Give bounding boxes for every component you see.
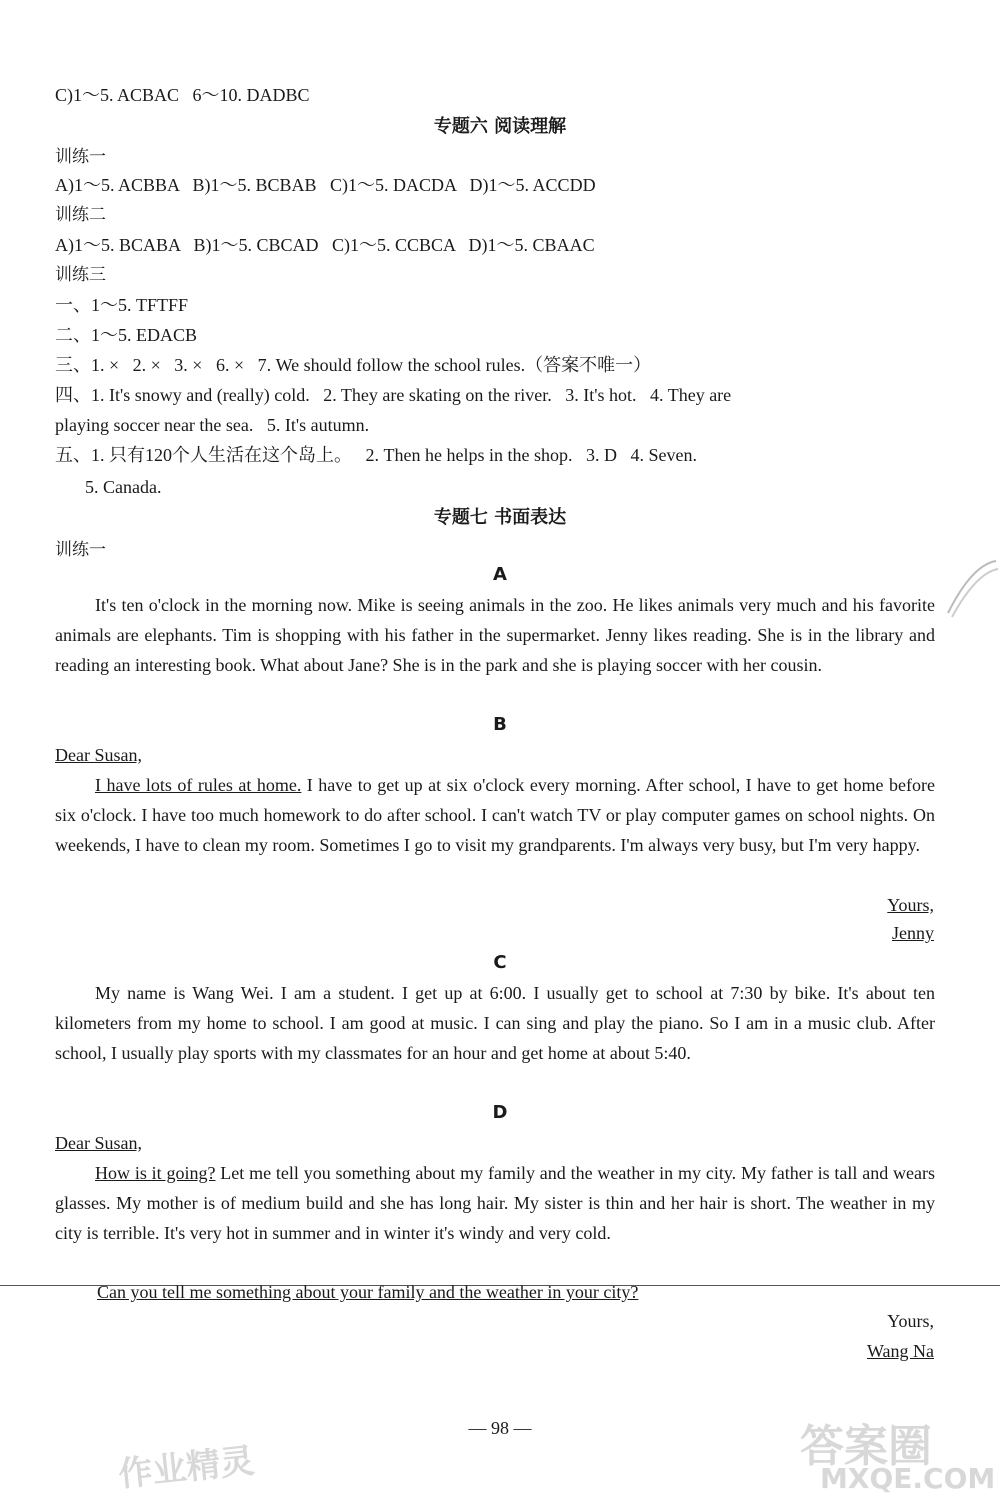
essay-b-signature: Jenny — [892, 923, 934, 943]
training-3-part-4-line-2: playing soccer near the sea. 5. It's autumn. — [55, 415, 370, 435]
watermark-left: 作业精灵 — [116, 1440, 257, 1495]
page-number: — 98 — — [468, 1418, 532, 1438]
top-answer-line: C)1～5. ACBAC 6～10. DADBC — [55, 85, 310, 105]
essay-b-topic-sentence: I have lots of rules at home. — [95, 775, 302, 795]
essay-d-signature: Wang Na — [866, 1341, 934, 1361]
training-2-answers: A)1～5. BCABA B)1～5. CBCAD C)1～5. CCBCA D)1～5. CBAAC — [55, 235, 595, 255]
essay-b-body — [55, 770, 935, 860]
watermark-right: 答案圈 — [800, 1421, 932, 1472]
essay-c-letter: C — [493, 952, 507, 973]
training-1-label: 训练一 — [55, 147, 106, 167]
section-title-6: 专题六 阅读理解 — [433, 116, 567, 137]
essay-d-greeting: Dear Susan, — [55, 1133, 142, 1153]
training-3-label: 训练三 — [55, 265, 106, 285]
watermark-url: MXQE.COM — [820, 1462, 996, 1495]
essay-d-closing: Yours, — [887, 1311, 934, 1331]
training-3-part-3: 三、1. × 2. × 3. × 6. × 7. We should follow the school rules.（答案不唯一） — [55, 355, 652, 375]
training-1-answers: A)1～5. ACBBA B)1～5. BCBAB C)1～5. DACDA D)1～5. ACCDD — [55, 175, 596, 195]
section-title-7: 专题七 书面表达 — [433, 507, 567, 528]
section-7-training-1-label: 训练一 — [55, 540, 106, 560]
essay-d-topic-sentence: How is it going? — [95, 1163, 216, 1183]
essay-d-text: Let me tell you something about my family and the weather in my city. My father is tall and wears glasses. My mother is of medium build and she has long hair. My sister is thin and her hair is short. The weather in my city is terrible. It's very hot in summer and in winter it's windy and very cold. — [55, 1163, 935, 1243]
training-3-part-5-line-2: 5. Canada. — [85, 477, 162, 497]
essay-b-letter: B — [493, 714, 507, 735]
essay-a-text: It's ten o'clock in the morning now. Mike is seeing animals in the zoo. He likes animals very much and his favorite animals are elephants. Tim is shopping with his father in the supermarket. Jenny likes reading. She is in the library and reading an interesting book. What about Jane? She is in the park and she is playing soccer with her cousin. — [55, 595, 935, 675]
essay-b-text: I have to get up at six o'clock every morning. After school, I have to get home before six o'clock. I have too much homework to do after school. I can't watch TV or play computer games on school nights. On weekends, I have to clean my room. Sometimes I go to visit my grandparents. I'm always very busy, but I'm very happy. — [55, 775, 935, 855]
training-3-part-4-line-1: 四、1. It's snowy and (really) cold. 2. They are skating on the river. 3. It's hot. 4. They are — [55, 385, 732, 405]
training-2-label: 训练二 — [55, 205, 106, 225]
essay-a-letter: A — [493, 564, 507, 585]
watermark-stamp-icon — [942, 555, 998, 625]
essay-c-text: My name is Wang Wei. I am a student. I get up at 6:00. I usually get to school at 7:30 by bike. It's about ten kilometers from my home to school. I am good at music. I can sing and play the piano. So I am in a music club. After school, I usually play sports with my classmates for an hour and get home at about 5:40. — [55, 983, 935, 1063]
training-3-part-5-line-1: 五、1. 只有120个人生活在这个岛上。 2. Then he helps in the shop. 3. D 4. Seven. — [55, 445, 697, 465]
essay-b-closing: Yours, — [887, 895, 934, 915]
training-3-part-1: 一、1～5. TFTFF — [55, 295, 189, 315]
essay-d-last-line: Can you tell me something about your family and the weather in your city? — [97, 1282, 639, 1302]
essay-d-letter: D — [492, 1102, 508, 1123]
essay-b-greeting: Dear Susan, — [55, 745, 142, 765]
training-3-part-2: 二、1～5. EDACB — [55, 325, 198, 345]
essay-d-body — [55, 1158, 935, 1248]
